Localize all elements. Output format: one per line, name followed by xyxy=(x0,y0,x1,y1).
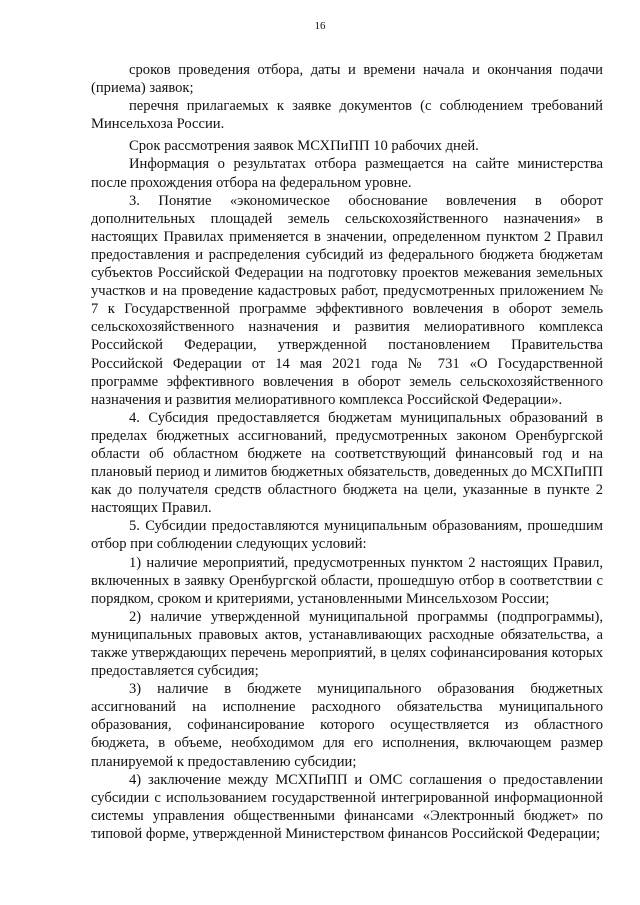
paragraph: 4) заключение между МСХПиПП и ОМС соглашения о предоставлении субсидии с использованием государственной интегрированной информационной системы управления общественными финансами «Электронный бюджет» по типовой форме, утвержденной Министерством финансов Российской Федерации; xyxy=(91,771,603,842)
paragraph: Информация о результатах отбора размещается на сайте министерства после прохождения отбора на федеральном уровне. xyxy=(91,156,603,191)
paragraph: сроков проведения отбора, даты и времени начала и окончания подачи (приема) заявок; xyxy=(91,62,603,97)
paragraph: перечня прилагаемых к заявке документов (с соблюдением требований Минсельхоза России. xyxy=(91,98,603,133)
paragraph: 3. Понятие «экономическое обоснование вовлечения в оборот дополнительных площадей земель сельскохозяйственного назначения» в настоящих Правилах применяется в значении, определенном пунктом 2 Правил предоставления и распределения субсидий из федерального бюджета бюджетам субъектов Российской Федерации на подготовку проектов межевания земельных участков и на проведение кадастровых работ, предусмотренных приложением № 7 к Государственной программе эффективного вовлечения в оборот земель сельскохозяйственного назначения и развития мелиоративного комплекса Российской Федерации, утвержденной постановлением Правительства Российской Федерации от 14 мая 2021 года № 731 «О Государственной программе эффективного вовлечения в оборот земель сельскохозяйственного назначения и развития мелиоративного комплекса Российской Федерации». xyxy=(91,192,603,408)
page-number: 16 xyxy=(314,20,326,32)
paragraph: 5. Субсидии предоставляются муниципальным образованиям, прошедшим отбор при соблюдении следующих условий: xyxy=(91,518,603,553)
paragraph: Срок рассмотрения заявок МСХПиПП 10 рабочих дней. xyxy=(129,138,479,155)
paragraph: 2) наличие утвержденной муниципальной программы (подпрограммы), муниципальных правовых актов, устанавливающих расходные обязательства, а также утверждающих перечень мероприятий, в целях софинансирования которых предоставляется субсидия; xyxy=(91,608,603,680)
paragraph: 3) наличие в бюджете муниципального образования бюджетных ассигнований на исполнение расходного обязательства муниципального образования, софинансирование которого осуществляется из областного бюджета, в объеме, необходимом для его исполнения, включающем размер планируемой к предоставлению субсидии; xyxy=(91,681,603,770)
paragraph: 1) наличие мероприятий, предусмотренных пунктом 2 настоящих Правил, включенных в заявку Оренбургской области, прошедшую отбор в соответствии с порядком, сроком и критериями, установленными Минсельхозом России; xyxy=(91,554,603,607)
paragraph: 4. Субсидия предоставляется бюджетам муниципальных образований в пределах бюджетных ассигнований, предусмотренных законом Оренбургской области об областном бюджете на соответствующий финансовый год и на плановый период и лимитов бюджетных обязательств, доведенных до МСХПиПП как до получателя средств областного бюджета на цели, указанные в пункте 2 настоящих Правил. xyxy=(91,409,603,517)
document-body xyxy=(91,61,603,843)
